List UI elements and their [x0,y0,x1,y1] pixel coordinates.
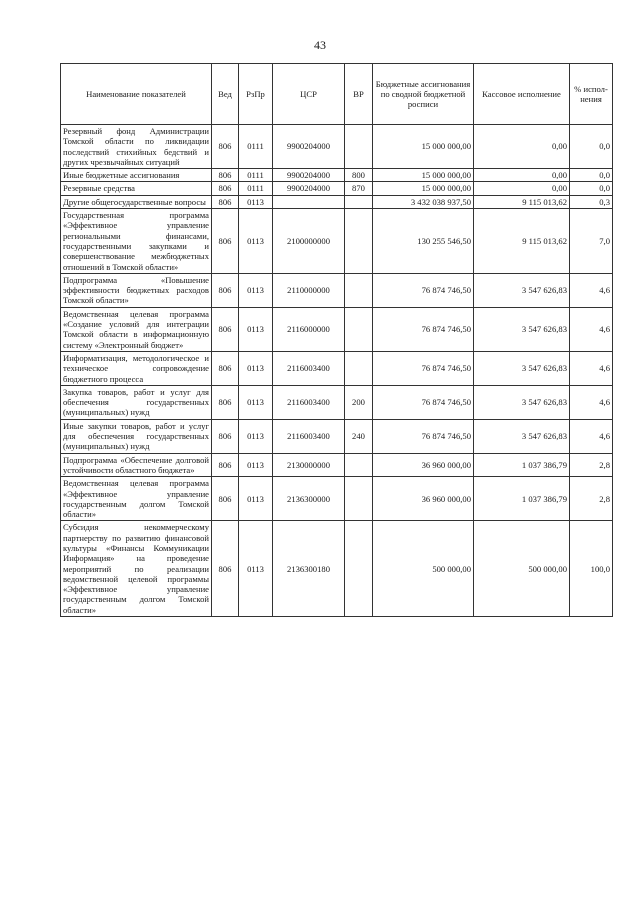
cell-ved: 806 [212,521,239,617]
cell-name: Информатизация, методологическое и техническое сопровождение бюджетного процесса [61,351,212,385]
cell-budget: 130 255 546,50 [373,209,474,274]
cell-vr [345,477,373,521]
cell-csr: 9900204000 [273,182,345,195]
table-row [61,477,613,521]
table-header-row [61,64,613,125]
cell-ved: 806 [212,182,239,195]
table-row [61,307,613,351]
cell-budget: 36 960 000,00 [373,453,474,477]
cell-name: Ведомственная целевая программа «Создание условий для интеграции Томской области в информационную систему «Электронный бюджет» [61,307,212,351]
cell-rzpr: 0111 [239,182,273,195]
cell-rzpr: 0113 [239,477,273,521]
cell-rzpr: 0113 [239,209,273,274]
cell-name: Субсидия некоммерческому партнерству по развитию финансовой культуры «Финансы Коммуникации Информация» на проведение мероприятий по реализации ведомственной целевой программы «Эффективное управление государственным долгом Томской области» [61,521,212,617]
cell-name: Подпрограмма «Обеспечение долговой устойчивости областного бюджета» [61,453,212,477]
cell-vr [345,273,373,307]
cell-cash: 3 547 626,83 [474,273,570,307]
cell-budget: 15 000 000,00 [373,169,474,182]
page-number: 43 [314,38,326,52]
cell-rzpr: 0113 [239,521,273,617]
cell-ved: 806 [212,453,239,477]
header-vr: ВР [345,64,373,125]
table-row [61,195,613,208]
cell-budget: 15 000 000,00 [373,125,474,169]
cell-pct: 2,8 [570,453,613,477]
cell-csr: 2110000000 [273,273,345,307]
cell-rzpr: 0113 [239,195,273,208]
cell-vr [345,209,373,274]
table-row [61,169,613,182]
cell-budget: 36 960 000,00 [373,477,474,521]
cell-pct: 4,6 [570,307,613,351]
cell-cash: 0,00 [474,169,570,182]
cell-budget: 3 432 038 937,50 [373,195,474,208]
table-row [61,453,613,477]
cell-csr: 2136300000 [273,477,345,521]
cell-name: Другие общегосударственные вопросы [61,195,212,208]
cell-vr [345,195,373,208]
cell-pct: 4,6 [570,419,613,453]
cell-csr: 2116003400 [273,351,345,385]
cell-cash: 3 547 626,83 [474,351,570,385]
table-row [61,125,613,169]
cell-budget: 76 874 746,50 [373,273,474,307]
cell-vr: 240 [345,419,373,453]
cell-pct: 4,6 [570,273,613,307]
cell-pct: 0,0 [570,169,613,182]
cell-budget: 76 874 746,50 [373,351,474,385]
cell-pct: 100,0 [570,521,613,617]
cell-budget: 76 874 746,50 [373,385,474,419]
cell-cash: 500 000,00 [474,521,570,617]
cell-budget: 76 874 746,50 [373,419,474,453]
cell-rzpr: 0113 [239,385,273,419]
header-ved: Вед [212,64,239,125]
cell-budget: 15 000 000,00 [373,182,474,195]
cell-rzpr: 0113 [239,351,273,385]
cell-cash: 3 547 626,83 [474,419,570,453]
cell-csr: 2116000000 [273,307,345,351]
cell-name: Государственная программа «Эффективное управление региональными финансами, государственными закупками и совершенствование межбюджетных отношений в Томской области» [61,209,212,274]
table-row [61,521,613,617]
cell-csr [273,195,345,208]
budget-table [60,63,613,617]
cell-pct: 0,3 [570,195,613,208]
cell-vr: 200 [345,385,373,419]
cell-budget: 500 000,00 [373,521,474,617]
header-rzpr: РзПр [239,64,273,125]
cell-name: Подпрограмма «Повышение эффективности бюджетных расходов Томской области» [61,273,212,307]
cell-cash: 1 037 386,79 [474,453,570,477]
cell-name: Резервные средства [61,182,212,195]
cell-ved: 806 [212,477,239,521]
cell-ved: 806 [212,273,239,307]
cell-ved: 806 [212,419,239,453]
cell-rzpr: 0111 [239,169,273,182]
cell-pct: 0,0 [570,182,613,195]
cell-ved: 806 [212,125,239,169]
cell-vr [345,351,373,385]
cell-ved: 806 [212,195,239,208]
cell-ved: 806 [212,209,239,274]
table-row [61,385,613,419]
cell-csr: 2100000000 [273,209,345,274]
cell-pct: 4,6 [570,351,613,385]
cell-cash: 9 115 013,62 [474,209,570,274]
cell-rzpr: 0113 [239,453,273,477]
cell-vr [345,125,373,169]
cell-ved: 806 [212,169,239,182]
cell-csr: 2116003400 [273,385,345,419]
cell-csr: 2136300180 [273,521,345,617]
cell-rzpr: 0111 [239,125,273,169]
cell-pct: 7,0 [570,209,613,274]
cell-pct: 0,0 [570,125,613,169]
cell-cash: 3 547 626,83 [474,307,570,351]
cell-budget: 76 874 746,50 [373,307,474,351]
cell-rzpr: 0113 [239,273,273,307]
table-row [61,419,613,453]
cell-vr: 800 [345,169,373,182]
cell-cash: 1 037 386,79 [474,477,570,521]
cell-name: Резервный фонд Администрации Томской области по ликвидации последствий стихийных бедствий и других чрезвычайных ситуаций [61,125,212,169]
cell-vr [345,521,373,617]
cell-vr: 870 [345,182,373,195]
table-row [61,182,613,195]
cell-name: Иные закупки товаров, работ и услуг для обеспечения государственных (муниципальных) нужд [61,419,212,453]
header-budget: Бюджетные ассигнования по сводной бюджетной росписи [373,64,474,125]
cell-ved: 806 [212,385,239,419]
cell-vr [345,453,373,477]
cell-ved: 806 [212,307,239,351]
cell-csr: 2130000000 [273,453,345,477]
header-csr: ЦСР [273,64,345,125]
header-name: Наименование показателей [61,64,212,125]
table-row [61,209,613,274]
cell-csr: 9900204000 [273,169,345,182]
cell-name: Ведомственная целевая программа «Эффективное управление государственным долгом Томской области» [61,477,212,521]
header-cash: Кассовое исполнение [474,64,570,125]
table-row [61,351,613,385]
cell-name: Закупка товаров, работ и услуг для обеспечения государственных (муниципальных) нужд [61,385,212,419]
cell-csr: 2116003400 [273,419,345,453]
cell-cash: 3 547 626,83 [474,385,570,419]
cell-cash: 9 115 013,62 [474,195,570,208]
cell-pct: 4,6 [570,385,613,419]
cell-vr [345,307,373,351]
cell-cash: 0,00 [474,125,570,169]
cell-cash: 0,00 [474,182,570,195]
cell-ved: 806 [212,351,239,385]
cell-pct: 2,8 [570,477,613,521]
table-row [61,273,613,307]
cell-csr: 9900204000 [273,125,345,169]
header-pct: % испол-нения [570,64,613,125]
cell-rzpr: 0113 [239,419,273,453]
cell-name: Иные бюджетные ассигнования [61,169,212,182]
cell-rzpr: 0113 [239,307,273,351]
